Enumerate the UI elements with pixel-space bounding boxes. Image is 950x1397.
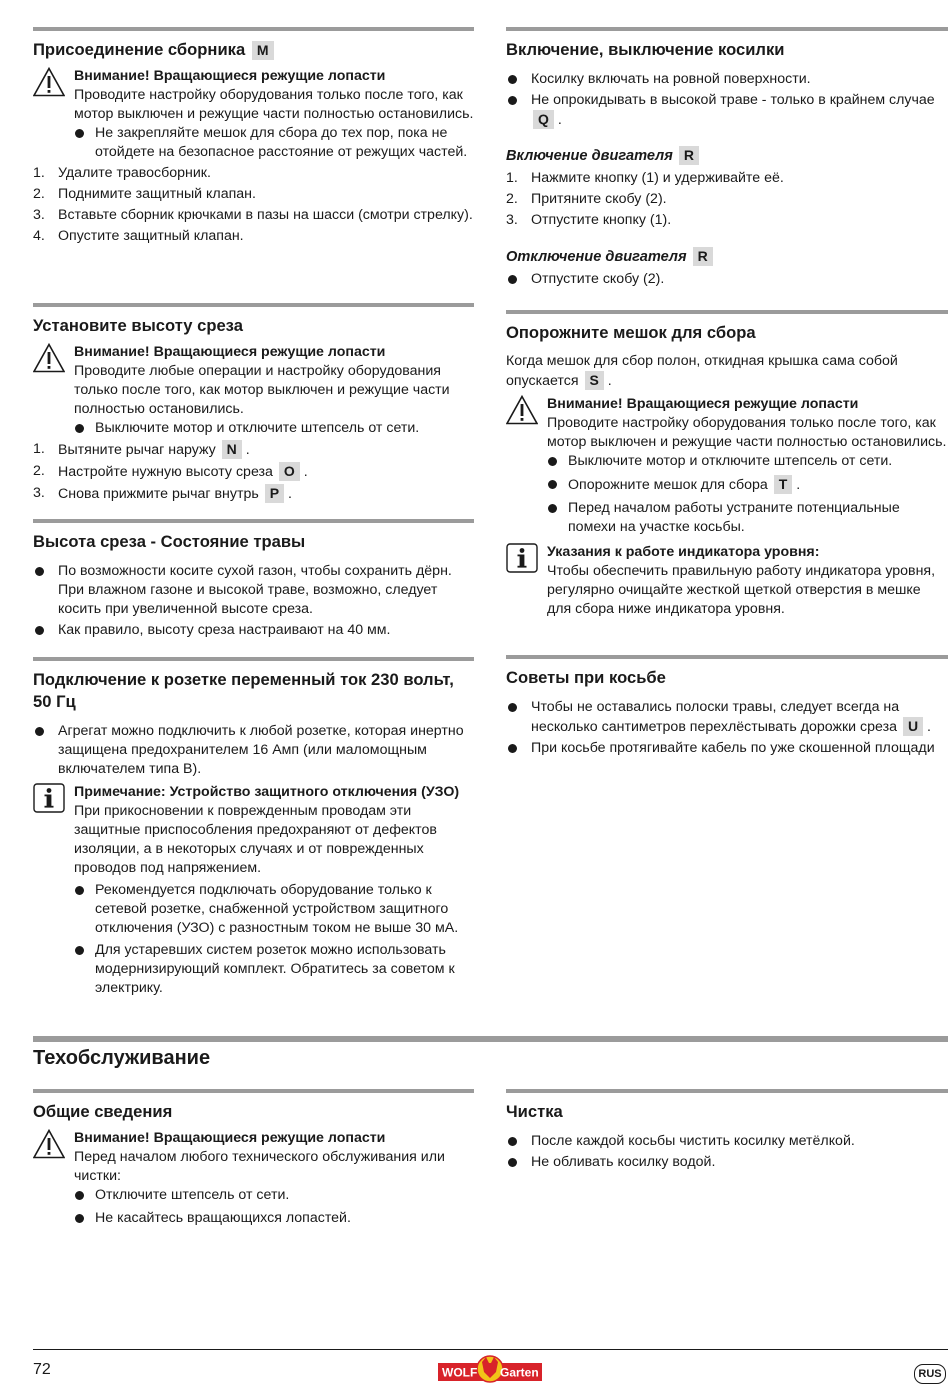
bullet-list: [33, 722, 474, 779]
footer-rule: [33, 1349, 948, 1350]
list-item: Отпустите скобу (2).: [506, 270, 948, 289]
list-item: Как правило, высоту среза настраивают на 40 мм.: [33, 621, 474, 640]
list-item: Не опрокидывать в высокой траве - только в крайнем случае Q .: [506, 91, 948, 130]
section-rule: [33, 303, 474, 307]
section-rule: [33, 519, 474, 523]
bullet-list: [506, 698, 948, 758]
section-rule: [33, 27, 474, 31]
note-block: [506, 543, 948, 619]
warning-block: [33, 67, 474, 162]
warning-text: Перед началом любого технического обслуживания или чистки:: [74, 1149, 445, 1184]
figure-badge: S: [585, 371, 604, 390]
language-badge: RUS: [914, 1364, 946, 1384]
list-item: 3. Отпустите кнопку (1).: [506, 212, 672, 228]
page-number: 72: [33, 1361, 51, 1378]
warning-bullets: [547, 452, 948, 537]
list-item: Чтобы не оставались полоски травы, следует всегда на несколько сантиметров перехлёстывать дорожки среза U .: [506, 698, 948, 737]
bullet-list: [506, 70, 948, 130]
warning-text: Проводите настройку оборудования только после того, как мотор выключен и режущие части полностью остановились.: [547, 415, 947, 450]
warning-block: [33, 343, 474, 438]
bullet-list: [33, 562, 474, 640]
list-item: Не обливать косилку водой.: [506, 1153, 948, 1172]
warning-triangle-icon: [33, 343, 65, 373]
figure-badge: O: [279, 462, 300, 481]
warning-block: [33, 1129, 474, 1228]
warning-text: Проводите настройку оборудования только после того, как мотор выключен и режущие части полностью остановились.: [74, 87, 474, 122]
warning-triangle-icon: [33, 1129, 65, 1159]
warning-bullets: [74, 419, 474, 438]
figure-badge: U: [903, 717, 923, 736]
section-general: [33, 1089, 474, 1230]
info-icon: [33, 783, 65, 813]
warning-title: Внимание! Вращающиеся режущие лопасти: [547, 396, 859, 412]
chapter-rule: [33, 1036, 948, 1042]
section-title: Подключение к розетке переменный ток 230 вольт, 50 Гц: [33, 670, 454, 711]
section-power-connection: [33, 657, 474, 1000]
list-item: После каждой косьбы чистить косилку метёлкой.: [506, 1132, 948, 1151]
figure-badge: P: [265, 484, 284, 503]
list-item: Перед началом работы устраните потенциальные помехи на участке косьбы.: [547, 499, 948, 537]
figure-badge: M: [252, 41, 274, 60]
list-item: Не закрепляйте мешок для сбора до тех пор, пока не отойдете на безопасное расстояние от режущих частей.: [74, 124, 474, 162]
list-item: 1. Нажмите кнопку (1) и удерживайте её.: [506, 170, 784, 186]
svg-text:WOLF: WOLF: [442, 1365, 478, 1380]
list-item: Не касайтесь вращающихся лопастей.: [74, 1209, 474, 1228]
warning-title: Внимание! Вращающиеся режущие лопасти: [74, 68, 386, 84]
note-block: [33, 783, 474, 998]
section-rule: [506, 27, 948, 31]
warning-bullets: [74, 124, 474, 162]
section-empty-bag: [506, 310, 948, 619]
steps-list: [33, 440, 474, 504]
section-attach-collector: [33, 27, 474, 248]
list-item: 3. Вставьте сборник крючками в пазы на шасси (смотри стрелку).: [33, 207, 473, 223]
warning-triangle-icon: [33, 67, 65, 97]
figure-badge: R: [693, 247, 713, 266]
list-item: 1. Удалите травосборник.: [33, 165, 211, 181]
section-title: Советы при косьбе: [506, 668, 666, 687]
note-text: Чтобы обеспечить правильную работу индикатора уровня, регулярно очищайте жесткой щеткой отверстия в мешке для сбора ниже индикатора уровня.: [547, 563, 936, 617]
list-item: Выключите мотор и отключите штепсель от сети.: [547, 452, 948, 471]
section-rule: [506, 1089, 948, 1093]
section-cleaning: [506, 1089, 948, 1174]
note-title: Примечание: Устройство защитного отключения (УЗО): [74, 784, 460, 800]
list-item: При косьбе протягивайте кабель по уже скошенной площади: [506, 739, 948, 758]
steps-list: [506, 169, 948, 230]
subsection-title: Отключение двигателя R: [506, 247, 948, 267]
list-item: Косилку включать на ровной поверхности.: [506, 70, 948, 89]
note-bullets: [74, 881, 474, 998]
wolf-garten-logo: [438, 1354, 542, 1386]
section-rule: [33, 1089, 474, 1093]
section-start-stop: [506, 27, 948, 291]
list-item: Отключите штепсель от сети.: [74, 1186, 474, 1205]
section-title: Высота среза - Состояние травы: [33, 532, 306, 551]
section-rule: [506, 655, 948, 659]
list-item: Выключите мотор и отключите штепсель от сети.: [74, 419, 474, 438]
warning-block: [506, 395, 948, 537]
warning-triangle-icon: [506, 395, 538, 425]
subsection-title: Включение двигателя R: [506, 146, 948, 166]
section-rule: [33, 657, 474, 661]
section-title: Присоединение сборника M: [33, 39, 474, 61]
chapter-title: Техобслуживание: [33, 1047, 211, 1069]
info-icon: [506, 543, 538, 573]
section-rule: [506, 310, 948, 314]
list-item: Агрегат можно подключить к любой розетке, которая инертно защищена предохранителем 16 Амп (или маломощным включателем типа B).: [33, 722, 474, 779]
warning-bullets: [74, 1186, 474, 1228]
section-title: Общие сведения: [33, 1102, 173, 1121]
list-item: По возможности косите сухой газон, чтобы сохранить дёрн. При влажном газоне и высокой траве, возможно, следует косить при увеличенной высоте среза.: [33, 562, 474, 619]
list-item: 2. Притяните скобу (2).: [506, 191, 667, 207]
figure-badge: T: [774, 475, 793, 494]
warning-title: Внимание! Вращающиеся режущие лопасти: [74, 344, 386, 360]
figure-badge: R: [679, 146, 699, 165]
note-title: Указания к работе индикатора уровня:: [547, 544, 820, 560]
list-item: 3. Снова прижмите рычаг внутрь P .: [33, 485, 292, 502]
warning-title: Внимание! Вращающиеся режущие лопасти: [74, 1130, 386, 1146]
list-item: 4. Опустите защитный клапан.: [33, 228, 244, 244]
section-title: Опорожните мешок для сбора: [506, 323, 756, 342]
section-title: Чистка: [506, 1102, 563, 1121]
steps-list: [33, 164, 474, 246]
intro-text: Когда мешок для сбор полон, откидная крышка сама собой опускается S .: [506, 353, 898, 389]
list-item: 2. Поднимите защитный клапан.: [33, 186, 256, 202]
list-item: Рекомендуется подключать оборудование только к сетевой розетке, снабженной устройством защитного отключения (УЗО) с разностным током не выше 30 мА.: [74, 881, 474, 938]
list-item: 1. Вытяните рычаг наружу N .: [33, 441, 250, 458]
bullet-list: [506, 270, 948, 289]
list-item: 2. Настройте нужную высоту среза O .: [33, 463, 308, 480]
warning-text: Проводите любые операции и настройку оборудования только после того, как мотор выключен и режущие части полностью остановились.: [74, 363, 450, 417]
section-grass-condition: [33, 519, 474, 642]
section-title: Включение, выключение косилки: [506, 40, 785, 59]
note-text: При прикосновении к поврежденным проводам эти защитные приспособления предохраняют от дефектов изоляции, а в некоторых случаях и от поврежденных проводов под напряжением.: [74, 803, 437, 876]
figure-badge: N: [222, 440, 242, 459]
bullet-list: [506, 1132, 948, 1172]
figure-badge: Q: [533, 110, 554, 129]
list-item: Опорожните мешок для сбора T .: [547, 475, 948, 495]
section-title: Установите высоту среза: [33, 316, 243, 335]
svg-text:Garten: Garten: [500, 1365, 539, 1380]
section-mowing-tips: [506, 655, 948, 760]
list-item: Для устаревших систем розеток можно использовать модернизирующий комплект. Обратитесь за советом к электрику.: [74, 941, 474, 998]
section-cut-height: [33, 303, 474, 506]
